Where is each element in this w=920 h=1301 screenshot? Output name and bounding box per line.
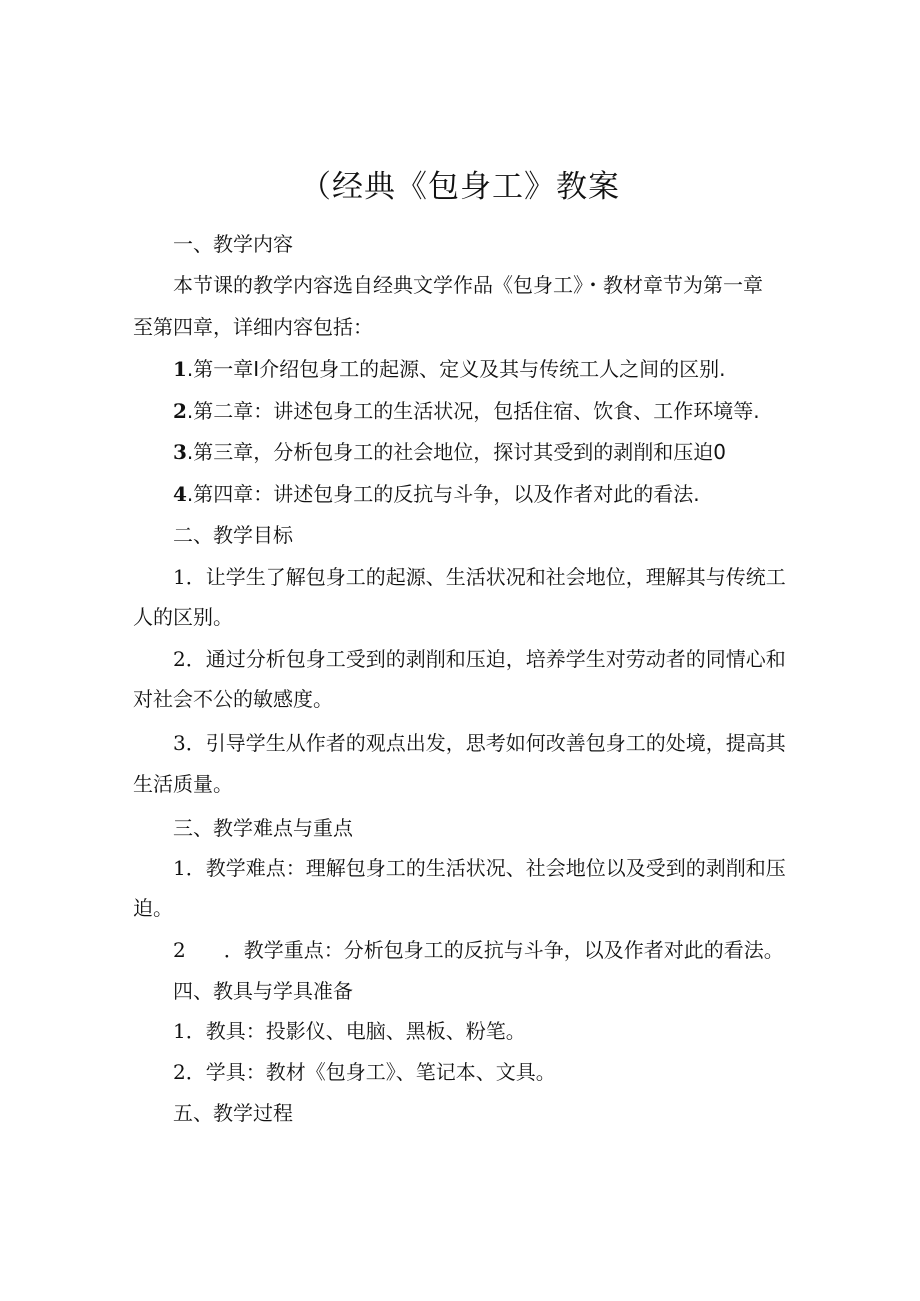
section-heading-difficulties: 三、教学难点与重点	[173, 816, 353, 840]
list-item-number: 2	[173, 399, 187, 423]
document-title: （经典《包身工》教案	[300, 169, 620, 205]
objective-item-line-1: 3．引导学生从作者的观点出发，思考如何改善包身工的处境，提高其	[173, 731, 786, 755]
objective-item-line-1: 2．通过分析包身工受到的剥削和压迫，培养学生对劳动者的同情心和	[173, 647, 786, 671]
difficulty-item-line-1: 1．教学难点：理解包身工的生活状况、社会地位以及受到的剥削和压	[173, 856, 786, 880]
list-item-text: .第一章I介绍包身工的起源、定义及其与传统工人之间的区别.	[186, 357, 726, 381]
paragraph-intro-line-1: 本节课的教学内容选自经典文学作品《包身工》・教材章节为第一章	[173, 273, 763, 297]
list-item-text: .第三章，分析包身工的社会地位，探讨其受到的剥削和压迫0	[186, 440, 727, 464]
tools-item-teacher: 1．教具：投影仪、电脑、黑板、粉笔。	[173, 1019, 526, 1043]
list-item-text: .第四章：讲述包身工的反抗与斗争，以及作者对此的看法.	[186, 482, 700, 506]
tools-item-student: 2．学具：教材《包身工》、笔记本、文具。	[173, 1060, 556, 1084]
list-item-number: 4	[173, 482, 187, 506]
paragraph-intro-line-2: 至第四章，详细内容包括：	[133, 315, 373, 339]
section-heading-process: 五、教学过程	[173, 1101, 293, 1125]
section-heading-content: 一、教学内容	[173, 232, 293, 256]
key-point-number: 2	[173, 938, 186, 962]
objective-item-line-2: 对社会不公的敏感度。	[133, 687, 333, 711]
list-item-number: 3	[173, 440, 187, 464]
objective-item-line-2: 人的区别。	[133, 605, 233, 629]
list-item	[133, 396, 843, 426]
difficulty-item-line-2: 迫。	[133, 896, 173, 920]
list-item	[133, 354, 843, 384]
key-point-text: ．教学重点：分析包身工的反抗与斗争，以及作者对此的看法。	[223, 938, 784, 962]
key-point-item	[133, 935, 843, 965]
section-heading-objectives: 二、教学目标	[173, 523, 293, 547]
objective-item-line-1: 1．让学生了解包身工的起源、生活状况和社会地位，理解其与传统工	[173, 565, 786, 589]
list-item-number: 1	[173, 357, 187, 381]
list-item-text: .第二章：讲述包身工的生活状况，包括住宿、饮食、工作环境等.	[186, 399, 760, 423]
objective-item-line-2: 生活质量。	[133, 772, 233, 796]
section-heading-tools: 四、教具与学具准备	[173, 979, 353, 1003]
list-item	[133, 437, 843, 467]
list-item	[133, 479, 843, 509]
